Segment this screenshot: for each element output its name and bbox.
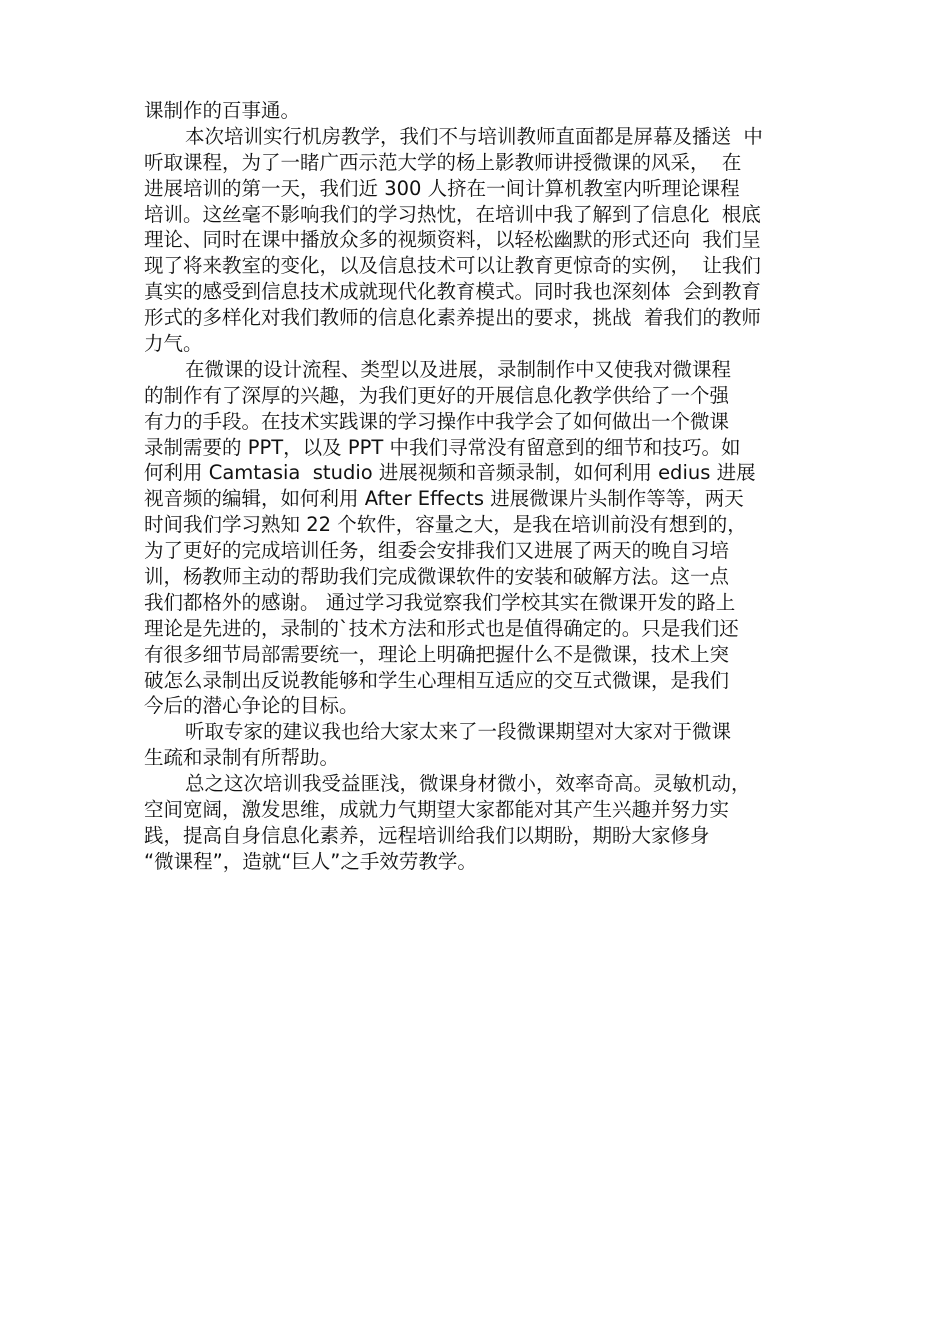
text-line: 总之这次培训我受益匪浅，微课身材微小，效率奇高。灵敏机动， — [185, 772, 751, 796]
text-line: 力气。 — [144, 332, 203, 356]
text-line: 的制作有了深厚的兴趣，为我们更好的开展信息化教学供给了一个强 — [144, 383, 730, 407]
paragraph-p3 — [144, 719, 819, 771]
text-line: 听取专家的建议我也给大家太来了一段微课期望对大家对于微课 — [185, 720, 732, 744]
text-line: 形式的多样化对我们教师的信息化素养提出的要求，挑战 着我们的教师 — [144, 306, 761, 330]
paragraph-p2 — [144, 357, 819, 719]
text-line: 本次培训实行机房教学，我们不与培训教师直面都是屏幕及播送 中 — [185, 124, 763, 148]
text-line: 为了更好的完成培训任务，组委会安排我们又进展了两天的晚自习培 — [144, 539, 730, 563]
paragraph-p4 — [144, 771, 819, 875]
text-line: “微课程”，造就“巨人”之手效劳教学。 — [144, 849, 477, 873]
text-line: 空间宽阔，激发思维，成就力气期望大家都能对其产生兴趣并努力实 — [144, 798, 730, 822]
text-line: 录制需要的 PPT，以及 PPT 中我们寻常没有留意到的细节和技巧。如 — [144, 435, 741, 459]
text-line: 生疏和录制有所帮助。 — [144, 746, 340, 770]
text-line: 何利用 Camtasia studio 进展视频和音频录制，如何利用 edius 进展 — [144, 461, 756, 485]
text-line: 我们都格外的感谢。 通过学习我觉察我们学校其实在微课开发的路上 — [144, 590, 736, 614]
text-line: 践，提高自身信息化素养，远程培训给我们以期盼，期盼大家修身 — [144, 823, 710, 847]
text-line: 时间我们学习熟知 22 个软件，容量之大，是我在培训前没有想到的， — [144, 513, 747, 537]
text-line: 今后的潜心争论的目标。 — [144, 694, 359, 718]
text-line: 在微课的设计流程、类型以及进展，录制制作中又使我对微课程 — [185, 357, 732, 381]
text-line: 听取课程，为了一睹广西示范大学的杨上影教师讲授微课的风采， 在 — [144, 150, 742, 174]
text-line: 有力的手段。在技术实践课的学习操作中我学会了如何做出一个微课 — [144, 409, 730, 433]
text-line: 视音频的编辑，如何利用 After Effects 进展微课片头制作等等，两天 — [144, 487, 744, 511]
text-line: 课制作的百事通。 — [144, 99, 301, 122]
text-line: 训，杨教师主动的帮助我们完成微课软件的安装和破解方法。这一点 — [144, 565, 730, 589]
text-line: 有很多细节局部需要统一，理论上明确把握什么不是微课，技术上突 — [144, 642, 730, 666]
paragraph-p1 — [144, 124, 819, 357]
document-body — [144, 98, 819, 875]
text-line: 培训。这丝毫不影响我们的学习热忱，在培训中我了解到了信息化 根底 — [144, 202, 761, 226]
text-line: 真实的感受到信息技术成就现代化教育模式。同时我也深刻体 会到教育 — [144, 280, 761, 304]
paragraph-p0 — [144, 98, 819, 124]
text-line: 现了将来教室的变化，以及信息技术可以让教育更惊奇的实例， 让我们 — [144, 254, 761, 278]
text-line: 理论是先进的，录制的`技术方法和形式也是值得确定的。只是我们还 — [144, 616, 739, 640]
text-line: 进展培训的第一天，我们近 300 人挤在一间计算机教室内听理论课程 — [144, 176, 740, 200]
text-line: 破怎么录制出反说教能够和学生心理相互适应的交互式微课，是我们 — [144, 668, 730, 692]
text-line: 理论、同时在课中播放众多的视频资料，以轻松幽默的形式还向 我们呈 — [144, 228, 761, 252]
